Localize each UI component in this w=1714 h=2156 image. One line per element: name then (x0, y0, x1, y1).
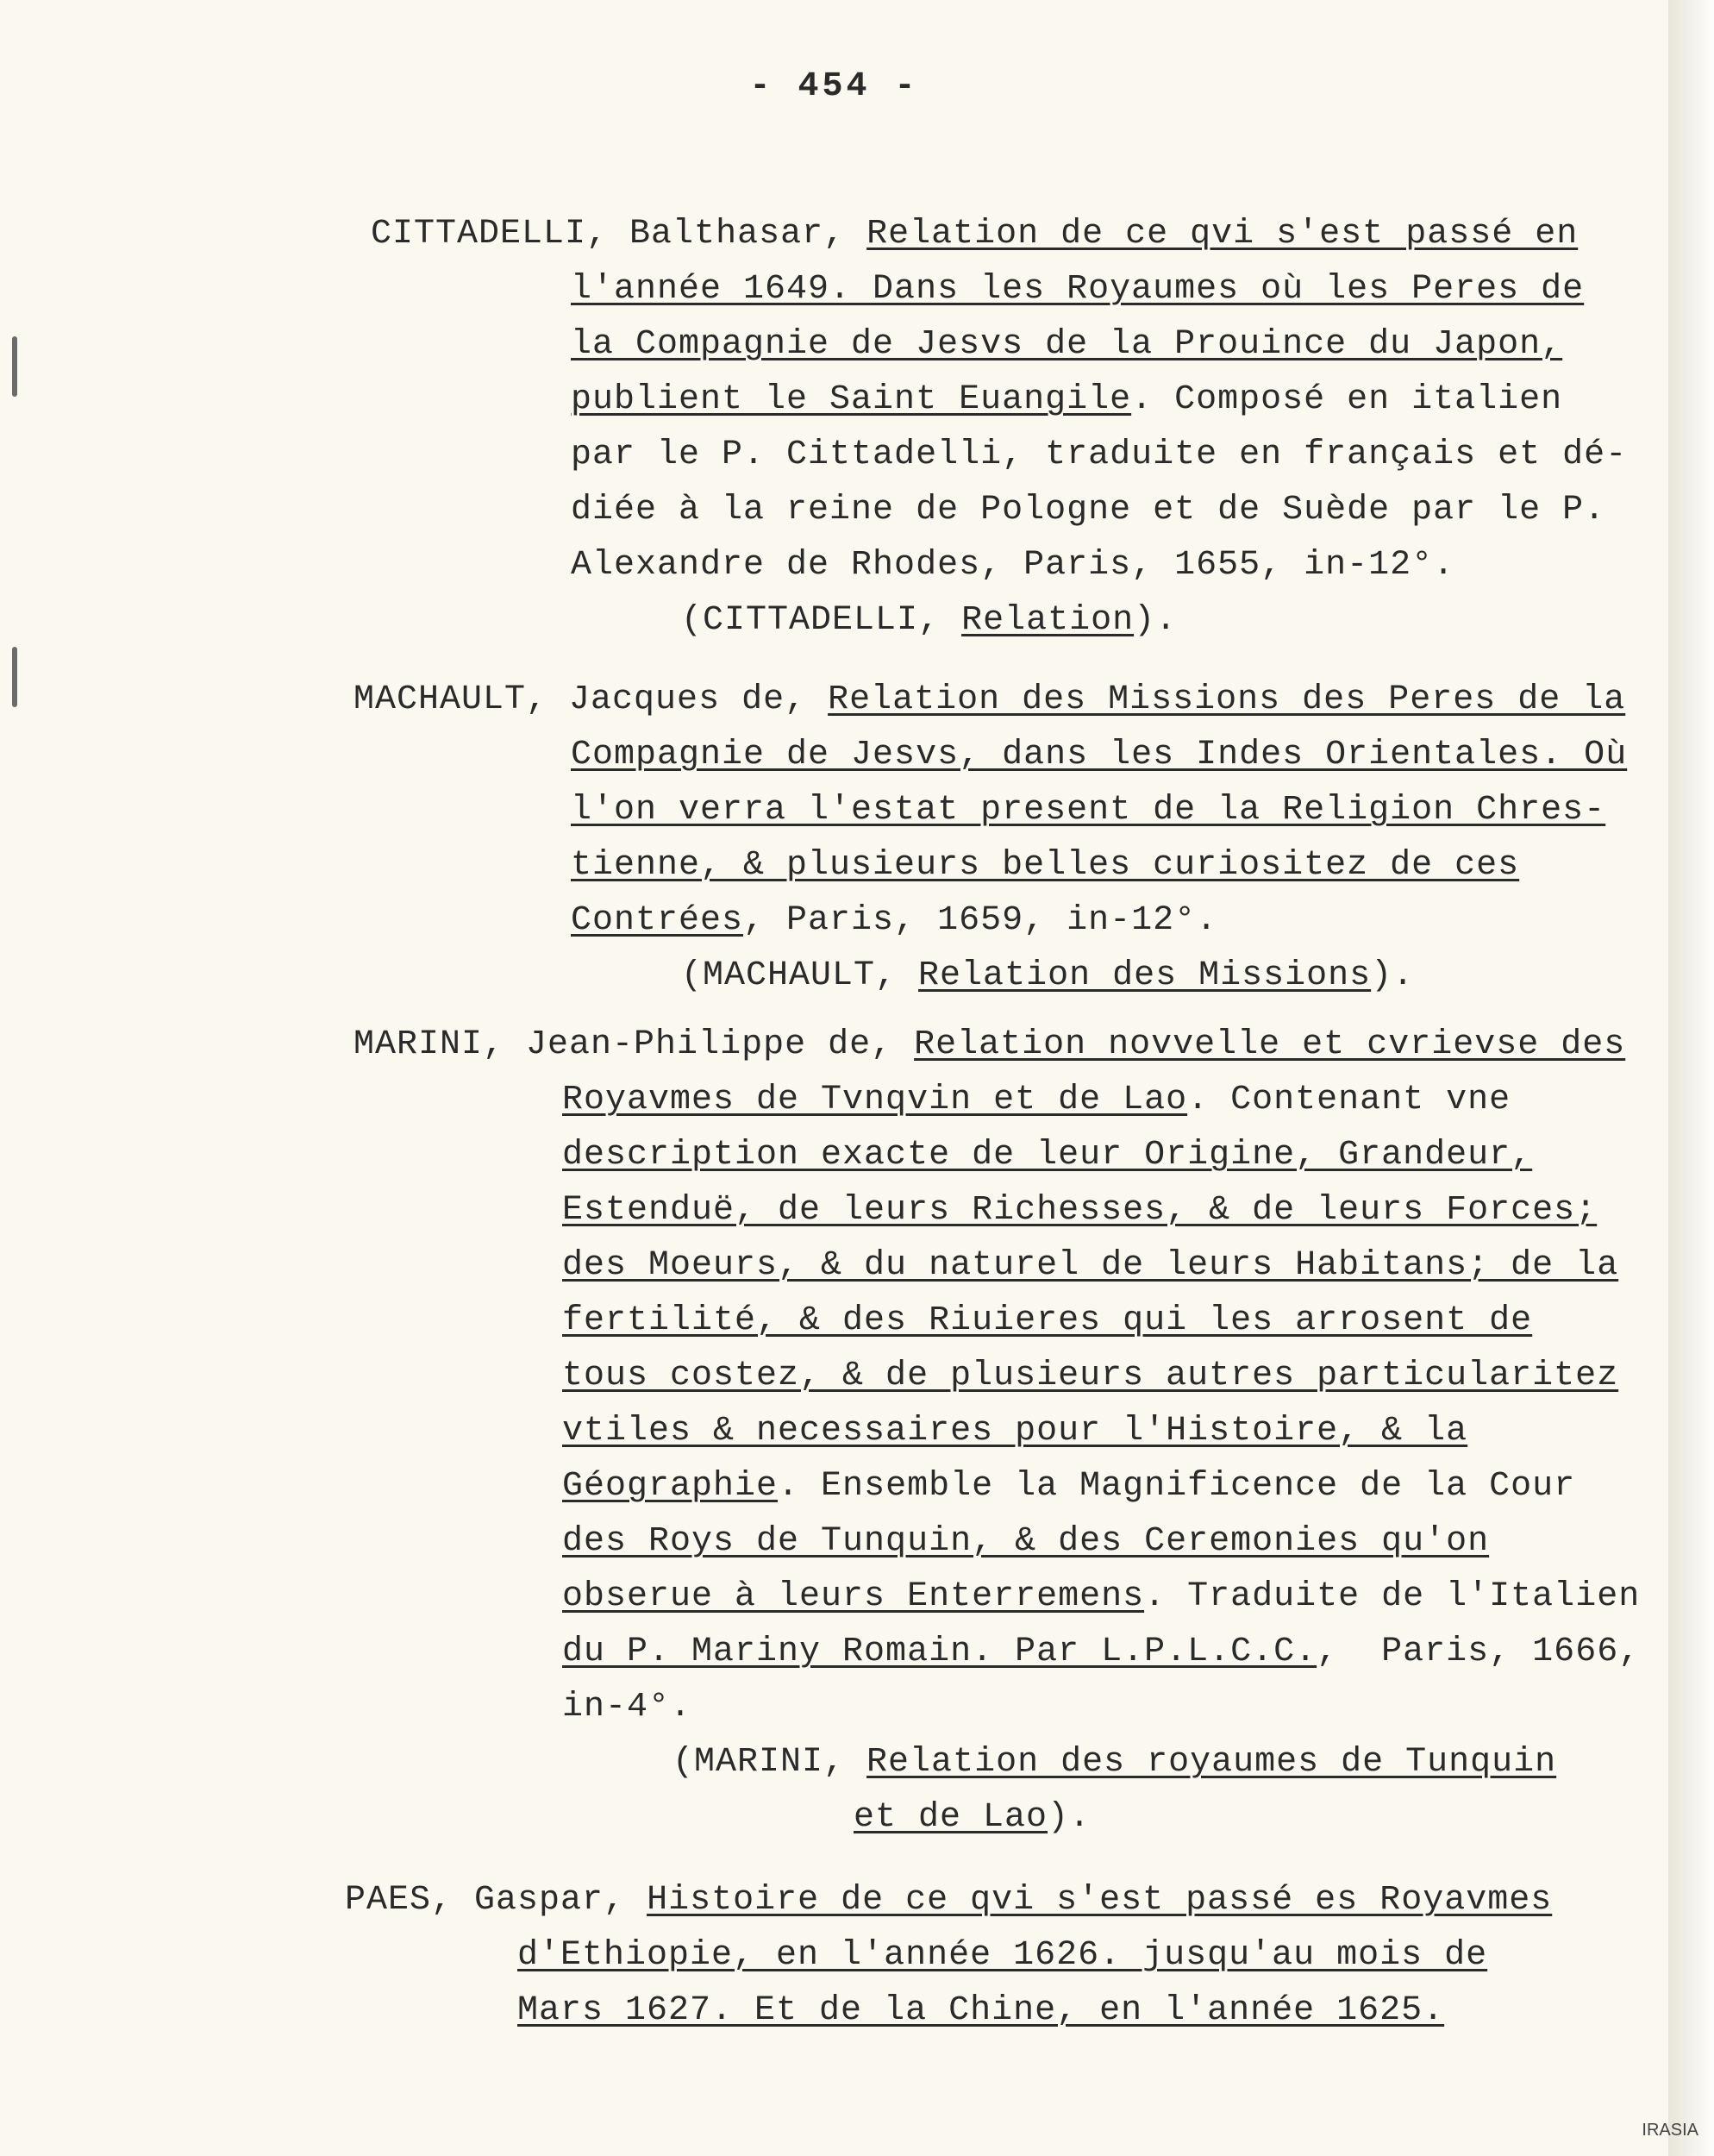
entry-line: par le P. Cittadelli, traduite en français et dé- (571, 436, 1628, 474)
entry-line: tous costez, & de plusieurs autres particularitez (562, 1357, 1619, 1395)
entry-marini (353, 1018, 1640, 1846)
entry-line: d'Ethiopie, en l'année 1626. jusqu'au mois de (517, 1936, 1488, 1975)
short-title: (CITTADELLI, Relation). (681, 601, 1178, 640)
entry-machault (353, 673, 1627, 1004)
entry-line: du P. Mariny Romain. Par L.P.L.C.C., Paris, 1666, (562, 1633, 1641, 1671)
entry-line: Royavmes de Tvnqvin et de Lao. Contenant vne (562, 1081, 1511, 1119)
watermark: IRASIA (1642, 2121, 1698, 2140)
entry-line: CITTADELLI, Balthasar, Relation de ce qvi s'est passé en (371, 215, 1579, 254)
entry-line: Contrées, Paris, 1659, in-12°. (571, 901, 1218, 940)
entry-line: Compagnie de Jesvs, dans les Indes Orientales. Où (571, 736, 1628, 774)
short-title-continued: et de Lao). (854, 1798, 1092, 1837)
page-number: - 454 - (749, 67, 919, 106)
entry-line: Estenduë, de leurs Richesses, & de leurs Forces; (562, 1191, 1598, 1230)
entry-line: l'on verra l'estat present de la Religion Chres- (571, 791, 1606, 830)
entry-line: l'année 1649. Dans les Royaumes où les Peres de (571, 270, 1585, 309)
entry-line: Mars 1627. Et de la Chine, en l'année 1625. (517, 1991, 1445, 2030)
entry-line: description exacte de leur Origine, Grandeur, (562, 1136, 1533, 1175)
entry-line: des Moeurs, & du naturel de leurs Habitans; de la (562, 1246, 1619, 1285)
entry-line: tienne, & plusieurs belles curiositez de ces (571, 846, 1520, 885)
entry-line: diée à la reine de Pologne et de Suède par le P. (571, 491, 1606, 530)
entry-line: fertilité, & des Riuieres qui les arrosent de (562, 1301, 1533, 1340)
short-title: (MARINI, Relation des royaumes de Tunquin (672, 1743, 1557, 1782)
entry-line: publient le Saint Euangile. Composé en italien (571, 380, 1563, 419)
entry-line: vtiles & necessaires pour l'Histoire, & la (562, 1412, 1468, 1451)
entry-line: Géographie. Ensemble la Magnificence de la Cour (562, 1467, 1576, 1506)
entry-line: obserue à leurs Enterremens. Traduite de l'Italien (562, 1577, 1641, 1616)
entry-cittadelli (371, 207, 1627, 649)
binding-mark (12, 336, 17, 397)
entry-line: in-4°. (562, 1688, 692, 1727)
scan-edge (1668, 0, 1714, 2156)
entry-line: Alexandre de Rhodes, Paris, 1655, in-12°. (571, 546, 1455, 585)
entry-line: MARINI, Jean-Philippe de, Relation novvelle et cvrievse des (353, 1025, 1626, 1064)
entry-line: des Roys de Tunquin, & des Ceremonies qu'on (562, 1522, 1490, 1561)
entry-line: MACHAULT, Jacques de, Relation des Missions des Peres de la (353, 680, 1626, 719)
short-title: (MACHAULT, Relation des Missions). (681, 956, 1415, 995)
entry-line: la Compagnie de Jesvs de la Prouince du Japon, (571, 325, 1563, 364)
entry-paes (345, 1873, 1552, 2039)
entry-line: PAES, Gaspar, Histoire de ce qvi s'est passé es Royavmes (345, 1881, 1553, 1920)
binding-mark (12, 647, 17, 707)
